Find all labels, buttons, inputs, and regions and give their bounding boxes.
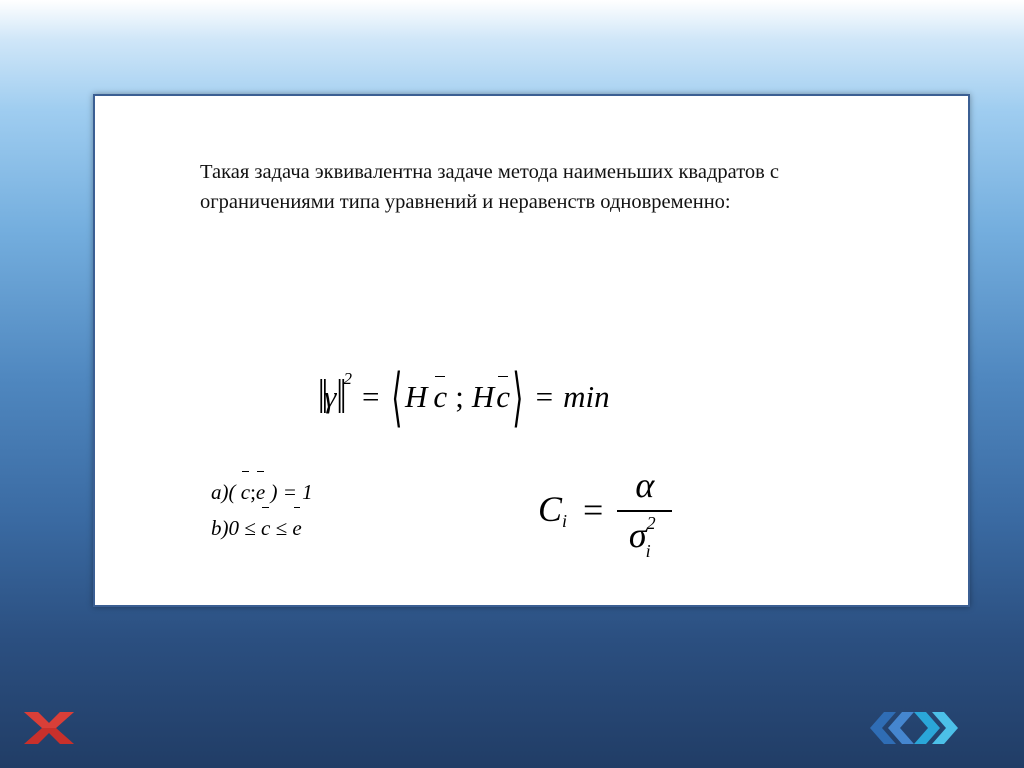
intro-paragraph: [200, 157, 940, 217]
intro-line-2: ограничениями типа уравнений и неравенств одновременно:: [200, 191, 731, 213]
weight-equals: =: [583, 490, 604, 530]
gamma-symbol: γ: [324, 379, 337, 414]
matrix-h-2: H: [471, 379, 495, 414]
chevron-right-double-icon[interactable]: [914, 710, 972, 746]
semicolon: ;: [455, 379, 464, 414]
equals-sign-2: =: [535, 379, 554, 414]
constraints-block: [211, 474, 313, 546]
constraint-b-label: b)0 ≤: [211, 516, 256, 540]
sigma-subscript: i: [645, 541, 651, 561]
constraint-b: [211, 510, 313, 546]
weight-c: $C_i$: [538, 489, 568, 531]
weight-fraction: [617, 464, 672, 561]
constraint-a-label: a)(: [211, 480, 236, 504]
constraint-b-c: c: [261, 510, 270, 546]
slide-navigation: [856, 710, 972, 746]
fraction-numerator: α: [617, 464, 672, 512]
intro-line-1: Такая задача эквивалентна задаче метода наименьших квадратов с: [200, 161, 780, 183]
left-angle-bracket: ⟨: [391, 361, 403, 433]
close-icon[interactable]: [22, 710, 76, 746]
norm-right-bars: ‖: [336, 370, 343, 424]
exponent: 2: [343, 369, 352, 388]
norm-left-bars: ‖: [318, 370, 325, 424]
fraction-denominator: [628, 512, 661, 561]
constraint-a-rest: ) = 1: [270, 480, 313, 504]
right-angle-bracket: ⟩: [512, 361, 524, 433]
constraint-a: [211, 474, 313, 510]
chevron-left-double-icon[interactable]: [856, 710, 914, 746]
weight-c-subscript: i: [562, 511, 568, 531]
vector-c-2: c: [496, 379, 510, 414]
matrix-h-1: H: [405, 379, 428, 414]
sigma-symbol: σ: [628, 515, 647, 555]
weight-formula: [538, 455, 672, 565]
min-label: min: [563, 379, 610, 414]
vector-c-1: c: [433, 379, 448, 414]
least-squares-formula: [318, 362, 610, 432]
constraint-b-le: ≤: [275, 516, 288, 540]
equals-sign: =: [361, 379, 380, 414]
sigma-exponent: 2: [646, 513, 656, 533]
constraint-b-e: e: [292, 510, 301, 546]
constraint-a-sep: ;: [250, 480, 256, 504]
constraint-a-c: c: [241, 474, 250, 510]
constraint-a-e: e: [256, 474, 265, 510]
